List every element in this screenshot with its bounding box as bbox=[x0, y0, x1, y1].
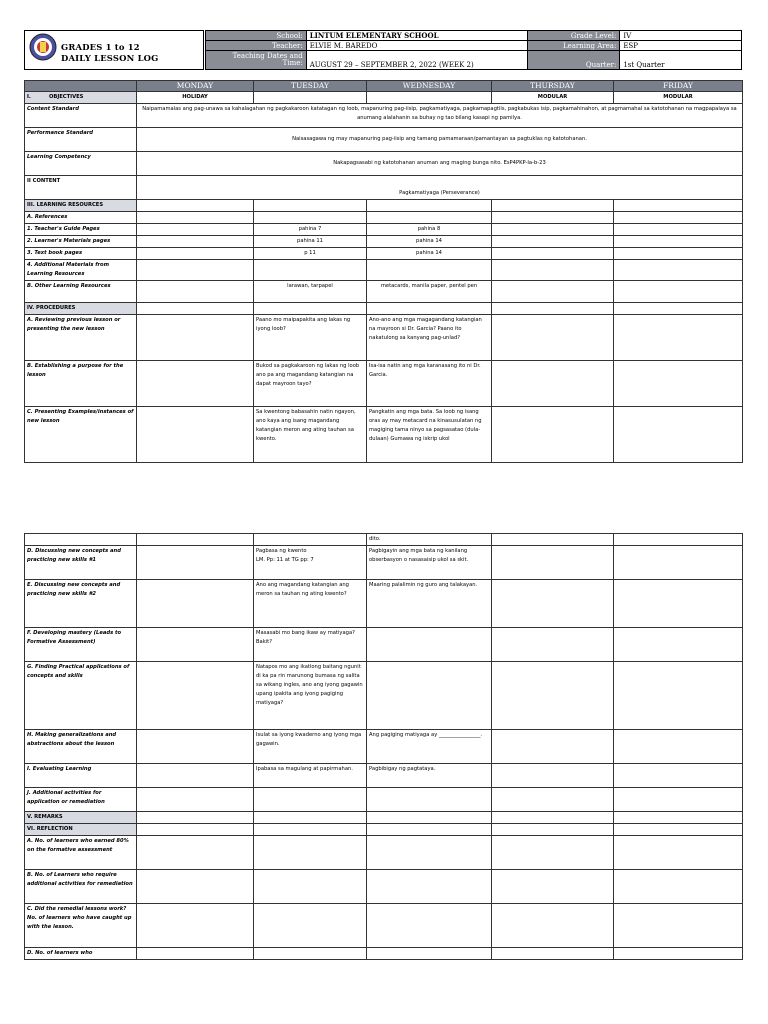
refl-d-label: D. No. of learners who bbox=[25, 948, 137, 960]
proc-e-label: E. Discussing new concepts and practicing new skills #2 bbox=[25, 580, 137, 628]
proc-d-label: D. Discussing new concepts and practicing new skills #1 bbox=[25, 546, 137, 580]
proc-b-row bbox=[25, 361, 743, 407]
content-standard-text: Naipamamalas ang pag-unawa sa kahalagahan ng pagkakaroon katatagan ng loob, mapanuring pag-iisip, pagkamatiyaga, pagkamapagtiis, pagkabukas isip, pagkamahinahon, at pagmamahal sa katotohanan na magpapalaya sa anumang alalahanin sa buhay ng tao bilang kasapi ng pamilya. bbox=[137, 104, 743, 128]
teacher-value: ELVIE M. BAREDO bbox=[306, 41, 528, 51]
day-monday: MONDAY bbox=[137, 81, 254, 92]
wednesday-proc-h: Ang pagiging matiyaga ay ________________. bbox=[367, 730, 492, 764]
procedures-row bbox=[25, 303, 743, 315]
refl-c-row bbox=[25, 904, 743, 948]
lesson-log-table-1 bbox=[24, 80, 743, 463]
textbook-pages-row bbox=[25, 248, 743, 260]
proc-j-label: J. Additional activities for application or remediation bbox=[25, 788, 137, 812]
refl-c-label: C. Did the remedial lessons work? No. of learners who have caught up with the lesson. bbox=[25, 904, 137, 948]
dates-label-line-2: Time: bbox=[282, 59, 303, 67]
tg-pages-label: 1. Teacher's Guide Pages bbox=[25, 224, 137, 236]
header-info-table bbox=[205, 30, 742, 70]
tuesday-proc-c: Sa kwentong babasahin natin ngayon, ano kaya ang isang magandang katangian meron ang ating tauhan sa kwento. bbox=[254, 407, 367, 463]
area-label: Learning Area: bbox=[528, 41, 620, 51]
references-label: A. References bbox=[25, 212, 137, 224]
thursday-status: MODULAR bbox=[492, 92, 614, 104]
reflection-label: VI. REFLECTION bbox=[25, 824, 137, 836]
tuesday-lm-pages: pahina 11 bbox=[254, 236, 367, 248]
additional-materials-row bbox=[25, 260, 743, 281]
tuesday-proc-g: Natapos mo ang ikatlong baitang ngunit di ka pa rin marunong bumasa ng salita sa wikang ingles, ano ang iyong gagawin upang ipakita ang iyong pagiging matiyaga? bbox=[254, 662, 367, 730]
content-standard-label: Content Standard bbox=[25, 104, 137, 128]
friday-status: MODULAR bbox=[614, 92, 743, 104]
tuesday-proc-i: Ipabasa sa magulang at papirmahan. bbox=[254, 764, 367, 788]
proc-f-row bbox=[25, 628, 743, 662]
wednesday-lm-pages: pahina 14 bbox=[367, 236, 492, 248]
learning-competency-text: Nakapagsasabi ng katotohanan anuman ang maging bunga nito. EsP4PKP-Ia-b-23 bbox=[137, 152, 743, 176]
proc-f-label: F. Developing mastery (Leads to Formative Assessment) bbox=[25, 628, 137, 662]
tuesday-other-resources: larawan, tarpapel bbox=[254, 281, 367, 303]
learning-competency-row bbox=[25, 152, 743, 176]
wednesday-proc-b: Isa-isa natin ang mga karanasang ito ni Dr. Garcia. bbox=[367, 361, 492, 407]
dates-label bbox=[206, 51, 307, 70]
wednesday-proc-e: Maaring palalimin ng guro ang talakayan. bbox=[367, 580, 492, 628]
proc-h-row bbox=[25, 730, 743, 764]
tuesday-proc-a: Paano mo maipapakita ang lakas ng iyong loob? bbox=[254, 315, 367, 361]
refl-d-row bbox=[25, 948, 743, 960]
day-friday: FRIDAY bbox=[614, 81, 743, 92]
proc-i-label: I. Evaluating Learning bbox=[25, 764, 137, 788]
tuesday-tg-pages: pahina 7 bbox=[254, 224, 367, 236]
proc-i-row bbox=[25, 764, 743, 788]
reflection-row bbox=[25, 824, 743, 836]
learning-competency-label: Learning Competency bbox=[25, 152, 137, 176]
school-value: LINTUM ELEMENTARY SCHOOL bbox=[306, 31, 528, 41]
learning-resources-label: III. LEARNING RESOURCES bbox=[25, 200, 137, 212]
tuesday-textbook-pages: p 11 bbox=[254, 248, 367, 260]
header bbox=[24, 30, 742, 70]
tuesday-proc-f: Masasabi mo bang ikaw ay matiyaga? Bakit? bbox=[254, 628, 367, 662]
proc-h-label: H. Making generalizations and abstractions about the lesson bbox=[25, 730, 137, 764]
wednesday-proc-c: Pangkatin ang mga bata. Sa loob ng isang oras ay may metacard na kinasusulatan ng magiging tama ninyo sa pagsasatao (dula-dulaan) Gumawa ng iskrip ukol bbox=[367, 407, 492, 463]
lm-pages-row bbox=[25, 236, 743, 248]
dates-value: AUGUST 29 – SEPTEMBER 2, 2022 (WEEK 2) bbox=[306, 51, 528, 70]
wednesday-proc-a: Ano-ano ang mga magagandang katangian na mayroon si Dr. Garcia? Paano ito nakatulong sa kanyang pag-unlad? bbox=[367, 315, 492, 361]
performance-standard-text: Naisasagawa ng may mapanuring pag-iisip ang tamang pamamaraan/pamantayan sa pagtuklas ng katotohanan. bbox=[137, 128, 743, 152]
proc-g-label: G. Finding Practical applications of concepts and skills bbox=[25, 662, 137, 730]
tuesday-proc-b: Bukod sa pagkakaroon ng lakas ng loob ano pa ang magandang katangian na dapat mayroon tayo? bbox=[254, 361, 367, 407]
content-standard-row bbox=[25, 104, 743, 128]
other-resources-row bbox=[25, 281, 743, 303]
wednesday-proc-c-continued: dito. bbox=[367, 534, 492, 546]
continuation-row bbox=[25, 534, 743, 546]
wednesday-tg-pages: pahina 8 bbox=[367, 224, 492, 236]
refl-a-row bbox=[25, 836, 743, 870]
tuesday-proc-h: Isulat sa iyong kwaderno ang iyong mga gagawin. bbox=[254, 730, 367, 764]
additional-materials-label: 4. Additional Materials from Learning Resources bbox=[25, 260, 137, 281]
references-row bbox=[25, 212, 743, 224]
day-thursday: THURSDAY bbox=[492, 81, 614, 92]
proc-g-row bbox=[25, 662, 743, 730]
refl-b-row bbox=[25, 870, 743, 904]
tuesday-proc-e: Ano ang magandang katangian ang meron sa tauhan ng ating kwento? bbox=[254, 580, 367, 628]
quarter-value: 1st Quarter bbox=[620, 51, 742, 70]
proc-a-label: A. Reviewing previous lesson or presenting the new lesson bbox=[25, 315, 137, 361]
procedures-label: IV. PROCEDURES bbox=[25, 303, 137, 315]
proc-e-row bbox=[25, 580, 743, 628]
lesson-log-table-2 bbox=[24, 533, 743, 960]
proc-b-label: B. Establishing a purpose for the lesson bbox=[25, 361, 137, 407]
wednesday-other-resources: metacards, manila paper, pentel pen bbox=[367, 281, 492, 303]
proc-c-label: C. Presenting Examples/instances of new lesson bbox=[25, 407, 137, 463]
content-text: Pagkamatiyaga (Perseverance) bbox=[137, 176, 743, 200]
day-wednesday: WEDNESDAY bbox=[367, 81, 492, 92]
content-label: II CONTENT bbox=[25, 176, 137, 200]
proc-c-row bbox=[25, 407, 743, 463]
day-tuesday: TUESDAY bbox=[254, 81, 367, 92]
tuesday-proc-d: Pagbasa ng kwento LM. Pp: 11 at TG pp: 7 bbox=[254, 546, 367, 580]
other-resources-label: B. Other Learning Resources bbox=[25, 281, 137, 303]
wednesday-textbook-pages: pahina 14 bbox=[367, 248, 492, 260]
days-header-row bbox=[25, 81, 743, 92]
grade-value: IV bbox=[620, 31, 742, 41]
proc-a-row bbox=[25, 315, 743, 361]
performance-standard-row bbox=[25, 128, 743, 152]
learning-resources-row bbox=[25, 200, 743, 212]
grade-label: Grade Level: bbox=[528, 31, 620, 41]
title-line-2: DAILY LESSON LOG bbox=[61, 53, 159, 63]
content-row bbox=[25, 176, 743, 200]
school-label: School: bbox=[206, 31, 307, 41]
days-corner bbox=[25, 81, 137, 92]
objectives-row bbox=[25, 92, 743, 104]
textbook-pages-label: 3. Text book pages bbox=[25, 248, 137, 260]
lm-pages-label: 2. Learner's Materials pages bbox=[25, 236, 137, 248]
teacher-label: Teacher: bbox=[206, 41, 307, 51]
deped-seal-icon bbox=[29, 33, 57, 61]
objectives-label: I. OBJECTIVES bbox=[25, 92, 137, 104]
dates-label-line-1: Teaching Dates and bbox=[232, 52, 303, 60]
area-value: ESP bbox=[620, 41, 742, 51]
wednesday-proc-i: Pagbibigay ng pagtataya. bbox=[367, 764, 492, 788]
wednesday-proc-d: Pagbigayin ang mga bata ng kanilang obserbasyon o nasasaisip ukol sa skit. bbox=[367, 546, 492, 580]
tg-pages-row bbox=[25, 224, 743, 236]
refl-b-label: B. No. of Learners who require additional activities for remediation bbox=[25, 870, 137, 904]
remarks-row bbox=[25, 812, 743, 824]
monday-status: HOLIDAY bbox=[137, 92, 254, 104]
quarter-label: Quarter: bbox=[528, 51, 620, 70]
title-box bbox=[24, 30, 204, 70]
proc-d-row bbox=[25, 546, 743, 580]
remarks-label: V. REMARKS bbox=[25, 812, 137, 824]
performance-standard-label: Performance Standard bbox=[25, 128, 137, 152]
refl-a-label: A. No. of learners who earned 80% on the formative assessment bbox=[25, 836, 137, 870]
proc-j-row bbox=[25, 788, 743, 812]
title-line-1: GRADES 1 to 12 bbox=[61, 42, 140, 52]
